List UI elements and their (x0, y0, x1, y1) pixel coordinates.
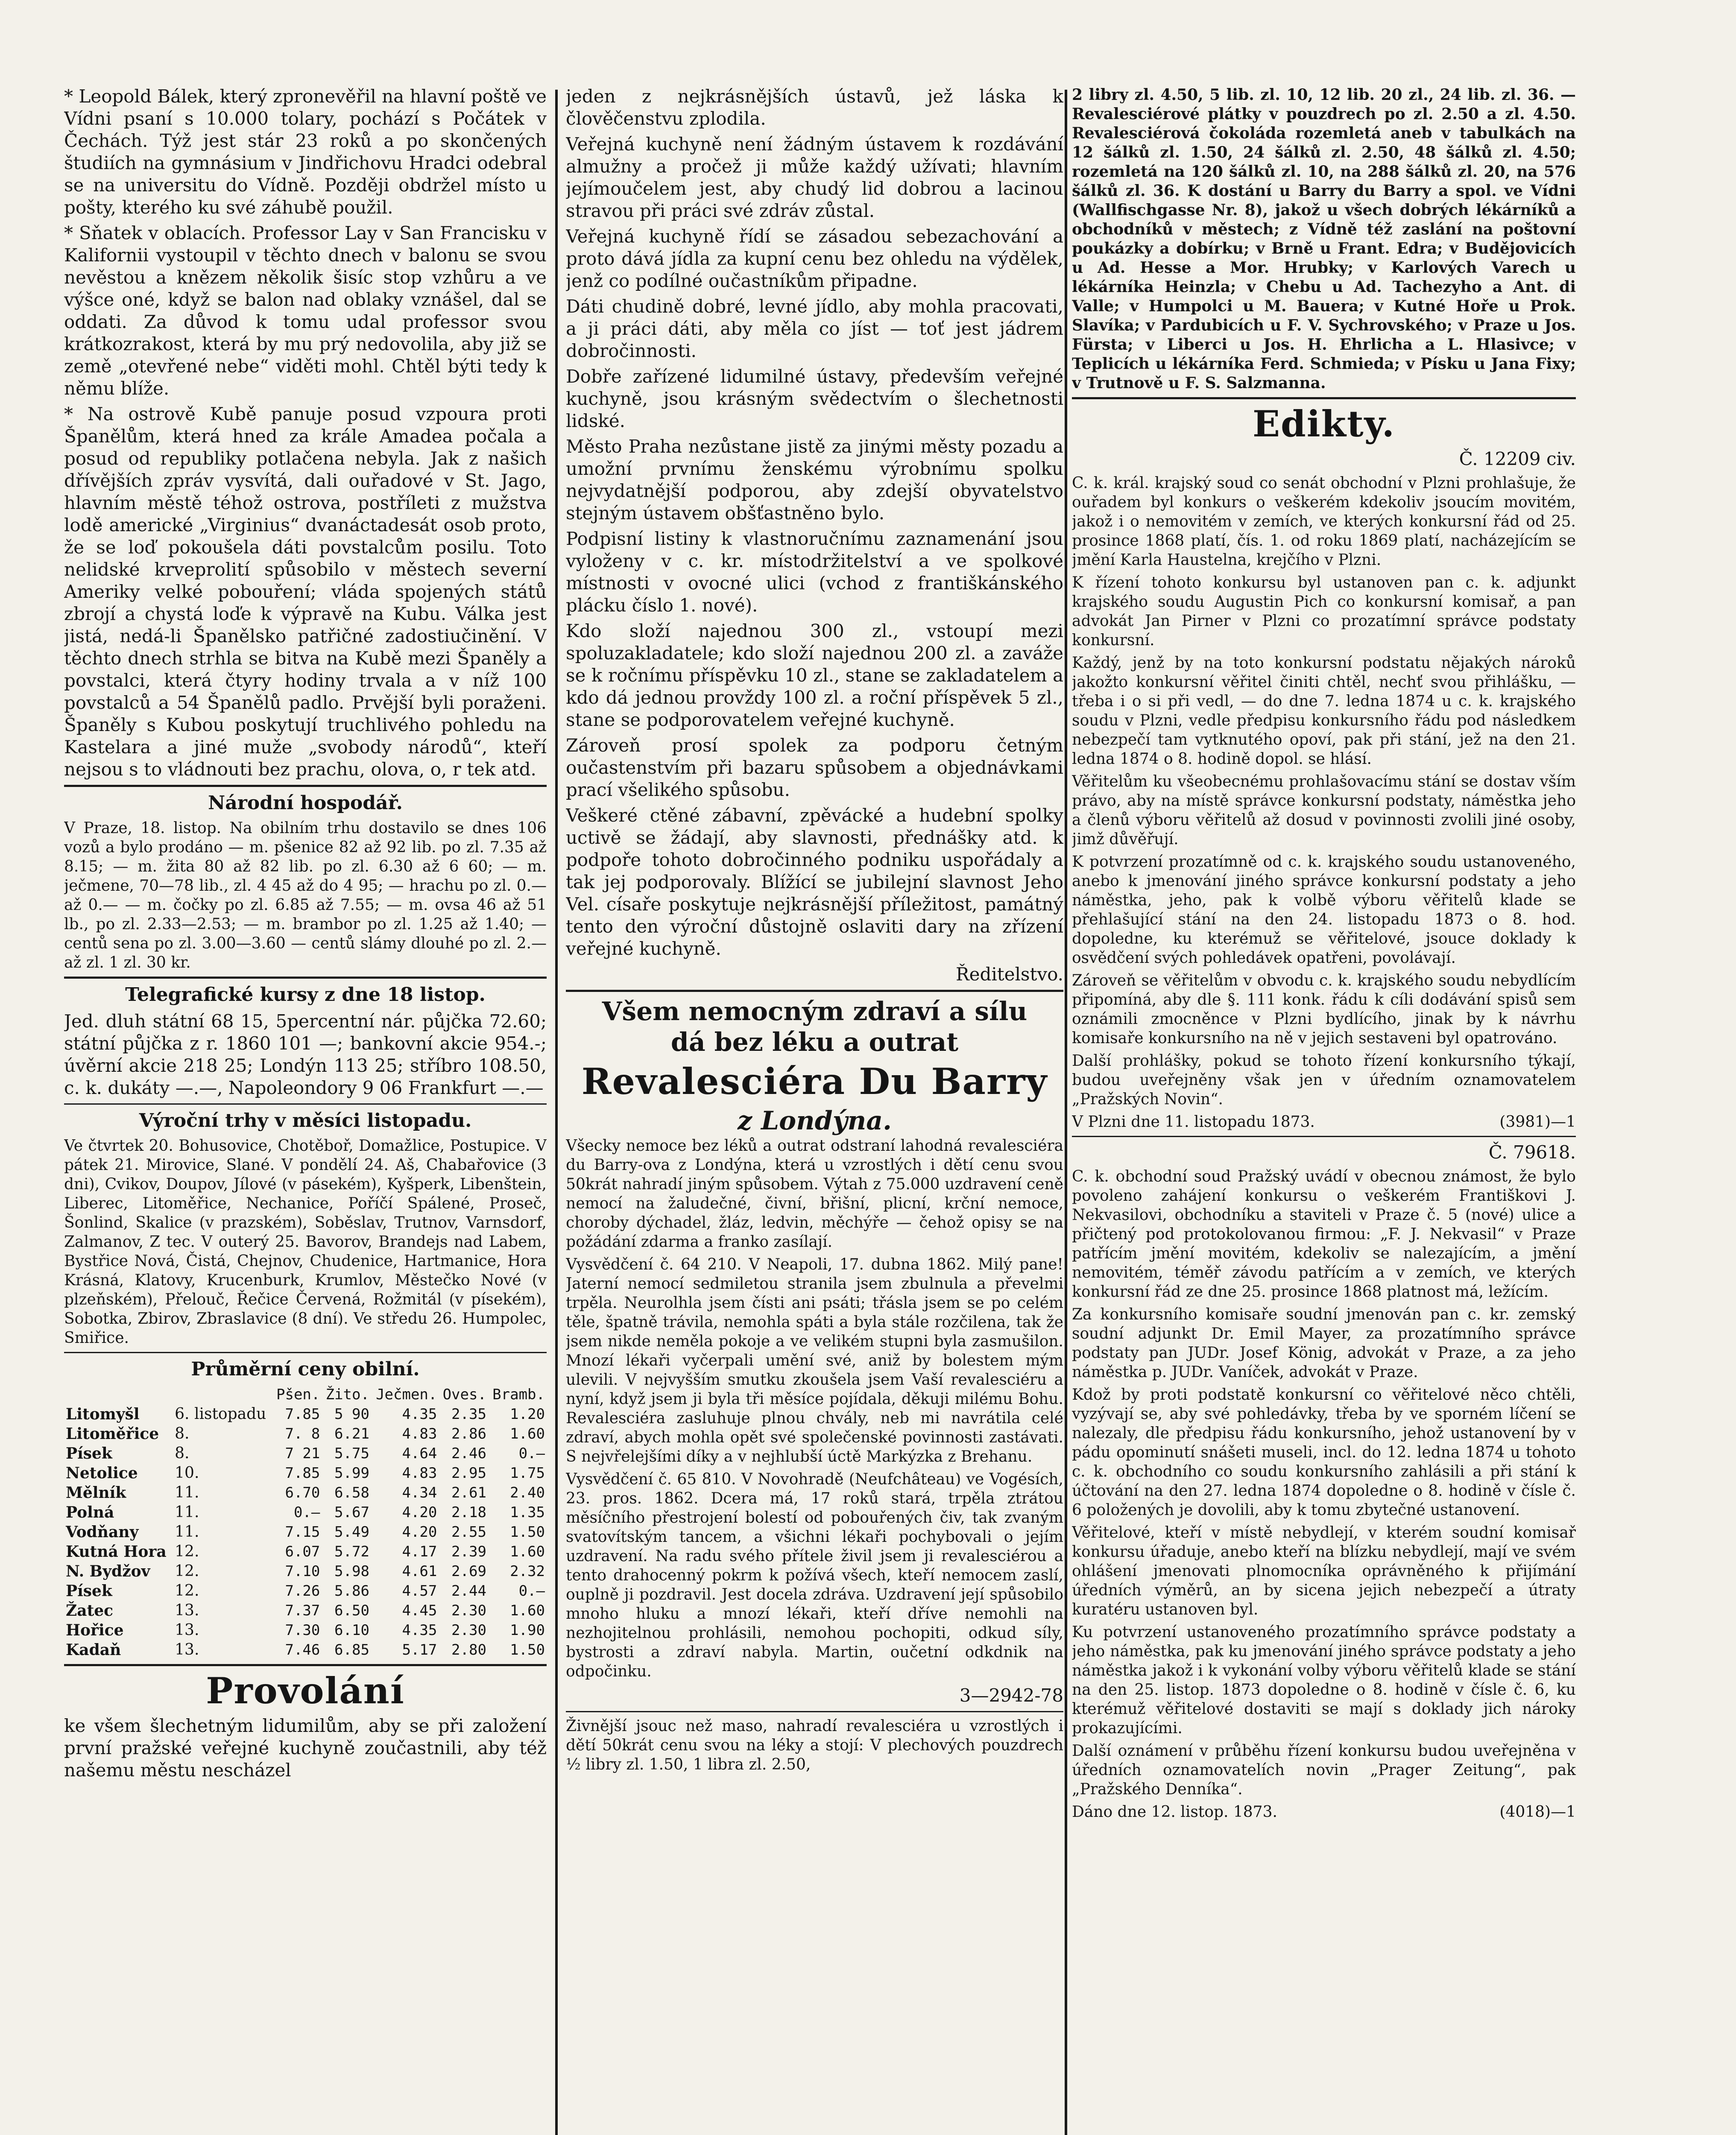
table-cell: Polná (66, 1503, 114, 1521)
table-header-row (64, 1385, 547, 1404)
table-cell: 5.67 (334, 1504, 369, 1521)
table-cell: 1.20 (510, 1406, 545, 1423)
divider (1072, 1136, 1576, 1137)
table-cell: 4.34 (402, 1484, 437, 1501)
divider (64, 785, 547, 787)
edict-paragraph: Kdož by proti podstatě konkursní co věřitelové něco chtěli, vyzývají se, aby své pohledávky, třeba by ve sporném líčení se nalezaly, dle předpisu řádu konkursního, jehož ustanovení by v pádu opominutí snášeti museli, incl. do 12. ledna 1874 u tohoto c. k. obchodního co soudu konkursního zahlásili a při stání k účtování na den 27. ledna 1874 dopoledne o 8. hodině v čísle č. 6 položených je dovolili, aby k tomu zbytečné ustanovení. (1072, 1386, 1576, 1519)
table-cell: 2.39 (451, 1543, 486, 1560)
kitchen-paragraph: Kdo složí najednou 300 zl., vstoupí mezi spoluzakladatele; kdo složí najednou 200 zl. a zaváže se k ročnímu příspěvku 10 zl., stane se zakladatelem a kdo dá jednou provždy 100 zl. a roční příspěvek 5 zl., stane se podporovatelem veřejné kuchyně. (566, 620, 1063, 730)
section-heading-market: Národní hospodář. (208, 792, 403, 814)
column-rule (1065, 90, 1067, 2135)
table-cell: Kutná Hora (66, 1543, 167, 1561)
table-cell: 2.44 (451, 1582, 486, 1600)
table-cell: 5.86 (334, 1582, 369, 1600)
table-cell: 1.35 (510, 1504, 545, 1521)
table-cell: 1.90 (510, 1622, 545, 1639)
divider (64, 1352, 547, 1353)
table-cell: 2.32 (510, 1563, 545, 1580)
edict-code: (3981)—1 (1499, 1113, 1576, 1131)
table-cell: 4.20 (402, 1504, 437, 1521)
table-header-cell: Oves. (442, 1386, 486, 1403)
kitchen-paragraph: Veškeré ctěné zábavní, zpěvácké a hudební spolky uctivě se žádají, aby slavnosti, přednášky atd. k podpoře tohoto dobročinného podniku uspořádaly a tak jej podporovaly. Blížící se jubilejní slavnost Jeho Vel. císaře poskytuje nejkrásnější příležitost, památný tento den výroční důstojně oslaviti dary na zřízení veřejné kuchyně. (566, 805, 1063, 959)
table-cell: N. Bydžov (66, 1562, 150, 1580)
kitchen-paragraph: Podpisní listiny k vlastnoručnímu zaznamenání jsou vyloženy v c. kr. místodržitelství a ve spolkové místnosti v ovocné ulici (vchod z františkánského plácku číslo 1. nové). (566, 528, 1063, 616)
table-cell: 6.85 (334, 1641, 369, 1658)
divider (64, 1664, 547, 1666)
edict-date-text: Dáno dne 12. listop. 1873. (1072, 1803, 1277, 1821)
table-row (64, 1581, 547, 1601)
table-cell: 5.49 (334, 1524, 369, 1541)
table-cell: 4.35 (402, 1406, 437, 1423)
table-cell: 7.30 (285, 1622, 320, 1639)
table-cell: 13. (175, 1621, 199, 1639)
news-item-cuba: * Na ostrově Kubě panuje posud vzpoura proti Španělům, která hned za krále Amadea počala a posud od republiky potlačena nebyla. Jak z našich dřívějších zpráv vysvítá, dali ouřadové v St. Jago, hlavním městě téhož ostrova, postříleti z mužstva lodě americké „Virginius“ dvanáctadesát osob proto, že se loď pokoušela dáti povstalcům posilu. Toto nelidské krveprolití spůsobilo v městech severní Ameriky velké pobouření; vláda spojených států zbrojí a chystá loďe k výpravě na Kubu. Válka jest jistá, nedá-li Španělsko patřičné zadostiučinění. V těchto dnech strhla se bitva na Kubě mezi Španěly a povstalci, která čtyry hodiny trvala a v níž 100 povstalců a 54 Španělů padlo. Prvější byli poraženi. Španěly s Kubou poskytují truchlivého pohledu na Kastelara a jiné muže „svobody národů“, kteří nejsou s to vládnouti bez prachu, olova, o, r tek atd. (64, 404, 547, 780)
telegraph-rates: Jed. dluh státní 68 15, 5percentní nár. půjčka 72.60; státní půjčka z r. 1860 101 —; bankovní akcie 954.-; úvěrní akcie 218 25; Londýn 113 25; stříbro 108.50, c. k. dukáty —.—, Napoleondory 9 06 Frankfurt —.— (64, 1011, 547, 1098)
table-cell: 5.98 (334, 1563, 369, 1580)
table-cell: 10. (175, 1464, 199, 1482)
ad-body: Všecky nemoce bez léků a outrat odstraní lahodná revalesciéra du Barry-ova z Londýna, která u vzrostlých i dětí cenu svou 50krát nahradí jiným spůsobem. Výtah z 75.000 uzdravení ceně nemocí na žaludečné, čivní, břišní, plicní, krční nemoce, choroby dýchadel, žláz, ledvin, měchýře — čehož opisy se na požádání zdarma a franko zasílají. (566, 1137, 1063, 1251)
section-heading-fairs: Výroční trhy v měsíci listopadu. (139, 1110, 472, 1132)
ad-subheadline: dá bez léku a outrat (670, 1027, 959, 1057)
edict-paragraph: Věřitelům ku všeobecnému prohlašovacímu stání se dostav vším právo, aby na místě správce konkursní podstaty, náměstka jeho a členů výboru věřitelů až dosud v povinnosti zvolili jiné osoby, jimž důvěřují. (1072, 773, 1576, 848)
table-cell: 1.50 (510, 1524, 545, 1541)
provolani-heading: Provolání (206, 1670, 405, 1712)
table-cell: Mělník (66, 1484, 126, 1502)
table-row (64, 1503, 547, 1522)
table-header-cell (173, 1385, 272, 1404)
table-cell: 7.26 (285, 1582, 320, 1600)
table-row (64, 1640, 547, 1660)
table-cell: 7.85 (285, 1406, 320, 1423)
table-cell: 11. (175, 1503, 199, 1521)
table-cell: 5.75 (334, 1445, 369, 1462)
table-cell: 0.— (518, 1445, 545, 1462)
edict-date-text: V Plzni dne 11. listopadu 1873. (1072, 1113, 1315, 1131)
ad-testimonial: Vysvědčení č. 65 810. V Novohradě (Neufchâteau) ve Vogésích, 23. pros. 1862. Dcera má, 17 roků stará, trpěla ztrátou měsíčního přestrojení bolestí od pobouřených čiv, tak zvaným svatovítským tancem, a všichni lékaři pochybovali o jejím uzdravení. Na radu svého přítele živil jsem ji revalesciérou a tento drahocenný pokrm k požívá všech, kteří nemocem zaslí, ouplně ji pozdravil. Jest docela zdráva. Uzdravení její spůsobilo mnoho hluku a mnozí lékaři, kteří dříve nemohli na nezhojitelnou prohlásili, nemohou pochopiti, odkud síly, bystrosti a zdraví nabyla. Martin, oučetní odkdnik na odpočinku. (566, 1471, 1063, 1680)
grain-price-rows (64, 1404, 547, 1660)
divider (1072, 397, 1576, 399)
kitchen-paragraph: Dobře zařízené lidumilné ústavy, především veřejné kuchyně, jsou krásným svědectvím o šlechetnosti lidské. (566, 366, 1063, 431)
table-cell: 4.83 (402, 1425, 437, 1442)
table-cell: 2.40 (510, 1484, 545, 1501)
column-right (1072, 85, 1576, 2135)
table-cell: 11. (175, 1484, 199, 1501)
column-middle (566, 85, 1063, 2135)
table-cell: 5.72 (334, 1543, 369, 1560)
edict-paragraph: K řízení tohoto konkursu byl ustanoven pan c. k. adjunkt krajského soudu Augustin Pich co konkursní komisař, a pan advokát Jan Pirner v Plzni co prozatímní správce podstaty konkursní. (1072, 574, 1576, 649)
table-cell: 1.50 (510, 1641, 545, 1658)
ad-code: 3—2942-78 (959, 1685, 1063, 1706)
edikty-heading: Edikty. (1252, 403, 1396, 445)
table-cell: 7.37 (285, 1602, 320, 1619)
table-cell: 2.18 (451, 1504, 486, 1521)
signature-directorate: Ředitelstvo. (955, 964, 1063, 985)
table-cell: 7.85 (285, 1465, 320, 1482)
news-item-balloon-wedding: * Sňatek v oblacích. Professor Lay v San Francisku v Kalifornii vystoupil v těchto dnech v balonu se svou nevěstou a knězem několik šisíc stop vzhůru a ve výšce oné, když se balon nad oblaky vznášel, dal se oddati. Za důvod k tomu udal professor svou krátkozrakost, která by mu prý nedovolila, aby již se země „otevřené nebe“ viděti mohl. Chtěl býti tedy k němu blíže. (64, 222, 547, 399)
ad-headline: Všem nemocným zdraví a sílu (602, 997, 1028, 1027)
table-cell: Litomyšl (66, 1405, 140, 1423)
edict-paragraph: K potvrzení prozatímně od c. k. krajského soudu ustanoveného, anebo k jmenování jiného správce konkursní podstaty a jeho náměstka, jeho, pak k volbě výboru věřitelů klade se přehlašující stání na den 24. listopadu 1873 o 8. hod. dopoledne, ku kterémuž se věřitelové, jsouce doklady k osvědčení svých pohledávek opatřeni, povolávají. (1072, 853, 1576, 967)
section-heading-prices: Průměrní ceny obilní. (191, 1358, 420, 1380)
kitchen-paragraph: Město Praha nezůstane jistě za jinými městy pozadu a umožní prvnímu ženskému výrobnímu spolku nejvydatnější podporou, aby zdejší obyvatelstvo stejným ústavem obšťastněno bylo. (566, 436, 1063, 524)
table-cell: Vodňany (66, 1523, 139, 1541)
table-cell: 5.17 (402, 1641, 437, 1658)
table-cell: 6.10 (334, 1622, 369, 1639)
edict-paragraph: Za konkursního komisaře soudní jmenován pan c. kr. zemský soudní adjunkt Dr. Emil Mayer, za prozatímního správce podstaty pan JUDr. Josef König, advokát v Praze, a za jeho náměstka p. JUDr. Vaníček, advokát v Praze. (1072, 1306, 1576, 1381)
edict-date (1072, 1112, 1576, 1132)
table-cell: 8. (175, 1445, 190, 1462)
edict-paragraph: Věřitelové, kteří v místě nebydlejí, v kterém soudní komisař konkursu úřaduje, anebo kteří na blízku nebydlejí, mají ve svém ohlášení jmenovati plnomocníka oprávněného k přijímání úředních výměrů, an by sicena jejich nebezpečí a útraty kuratéru ustanoven byl. (1072, 1524, 1576, 1618)
table-cell: Žatec (66, 1602, 114, 1620)
table-cell: Písek (66, 1582, 112, 1600)
table-cell: 6.21 (334, 1425, 369, 1442)
table-cell: 7.10 (285, 1563, 320, 1580)
table-cell: 2.80 (451, 1641, 486, 1658)
table-cell: 2.30 (451, 1622, 486, 1639)
table-row (64, 1463, 547, 1483)
table-header-cell: Žito. (325, 1386, 369, 1403)
ad-origin: z Londýna. (738, 1106, 892, 1136)
table-cell: 4.61 (402, 1563, 437, 1580)
kitchen-paragraph: jeden z nejkrásnějších ústavů, jež láska k člověčenstvu zplodila. (566, 86, 1063, 129)
ad-brand: Revalesciéra Du Barry (581, 1060, 1048, 1103)
table-header-cell: Pšen. (276, 1386, 320, 1403)
table-cell: 0.— (293, 1504, 320, 1521)
table-row (64, 1404, 547, 1424)
table-cell: Litoměřice (66, 1425, 159, 1443)
table-cell: 13. (175, 1641, 199, 1658)
divider (64, 977, 547, 979)
kitchen-paragraph: Veřejná kuchyně není žádným ústavem k rozdávání almužny a pročež ji může každý užívati; hlavním jejímoučelem jest, aby chudý lid dobrou a lacinou stravou při práci své zdráv zůstal. (566, 134, 1063, 221)
fairs-list: Ve čtvrtek 20. Bohusovice, Chotěboř, Domažlice, Postupice. V pátek 21. Mirovice, Slané. V pondělí 24. Aš, Chabařovice (3 dni), Cvikov, Doupov, Jílové (v pásekém), Kyšperk, Libenštein, Liberec, Litoměřice, Nechanice, Poříčí Spálené, Proseč, Šonlind, Skalice (v prazském), Soběslav, Trutnov, Varnsdorf, Zalmanov, Z tec. V outerý 25. Bavorov, Brandejs nad Labem, Bystřice Nová, Čistá, Chejnov, Chudenice, Hartmanice, Hora Krásná, Klatovy, Krucenburk, Krumlov, Městečko Nové (v plzeňském), Přelouč, Řečice Červená, Rožmitál (v písekém), Sobotka, Zbirov, Zbraslavice (8 dní). Ve středu 26. Humpolec, Smiřice. (64, 1137, 547, 1347)
divider (566, 1711, 1063, 1712)
table-cell: 4.20 (402, 1524, 437, 1541)
table-cell: 6.50 (334, 1602, 369, 1619)
edict-paragraph: Každý, jenž by na toto konkursní podstatu nějakých nároků jakožto konkursní věřitel činiti chtěl, nechť svou přihlášku, — třeba i o si při vedl, — do dne 7. ledna 1874 u c. k. krajského soudu v Plzni, vedle předpisu konkursního řádu pod následkem nebezpečí tam vytknutého opoví, pak při stání, jež na den 21. ledna 1874 o 8. hodině dopol. se hlásí. (1072, 654, 1576, 768)
table-cell: 2.61 (451, 1484, 486, 1501)
divider (64, 1103, 547, 1105)
table-cell: 12. (175, 1543, 199, 1560)
edict-paragraph: Další oznámení v průběhu řízení konkursu budou uveřejněna v úředních oznamovatelích novin „Prager Zeitung“, pak „Pražského Denníka“. (1072, 1742, 1576, 1798)
market-report: V Praze, 18. listop. Na obilním trhu dostavilo se dnes 106 vozů a bylo prodáno — m. pšenice 82 až 92 lib. po zl. 7.35 až 8.15; — m. žita 80 až 82 lib. po zl. 6.30 až 6 60; — m. ječmene, 70—78 lib., zl. 4 45 až do 4 95; — hrachu po zl. 0.— až 0.— — m. čočky po zl. 6.85 až 7.55; — m. ovsa 46 až 51 lb., po zl. 2.33—2.53; — m. brambor po zl. 1.25 až 1.40; — centů sena po zl. 3.00—3.60 — centů slámy dlouhé po zl. 2.— až zl. 1 zl. 30 kr. (64, 819, 547, 971)
table-cell: 4.83 (402, 1465, 437, 1482)
table-cell: 2.55 (451, 1524, 486, 1541)
table-row (64, 1542, 547, 1562)
table-header-cell: Ječmen. (376, 1386, 437, 1403)
table-cell: Písek (66, 1445, 112, 1462)
news-item-balek: * Leopold Bálek, který zpronevěřil na hlavní poště ve Vídni psaní s 10.000 tolary, pochází s Počátek v Čechách. Týž jest stár 23 roků a po skončených študiích na gymnásium v Jindřichovu Hradci odebral se na universitu do Vídně. Později obdržel místo u pošty, kterého ku své záhubě použil. (64, 86, 547, 218)
edict-date (1072, 1802, 1576, 1822)
table-row (64, 1601, 547, 1620)
edict-paragraph: Další prohlášky, pokud se tohoto řízení konkursního týkají, budou uveřejněny však jen v úředním oznamovatelem „Pražských Novin“. (1072, 1052, 1576, 1108)
ad-prices: Živnější jsouc než maso, nahradí revalesciéra u vzrostlých i dětí 50krát cenu svou na léky a stojí: V plechových pouzdrech ½ libry zl. 1.50, 1 libra zl. 2.50, (566, 1717, 1063, 1773)
table-cell: 2.35 (451, 1406, 486, 1423)
table-cell: 1.60 (510, 1425, 545, 1442)
table-cell: 4.64 (402, 1445, 437, 1462)
table-cell: 1.75 (510, 1465, 545, 1482)
table-cell: 6.70 (285, 1484, 320, 1501)
table-cell: 12. (175, 1582, 199, 1600)
table-row (64, 1424, 547, 1444)
table-cell: 2.30 (451, 1602, 486, 1619)
divider (566, 990, 1063, 992)
table-cell: 5.99 (334, 1465, 369, 1482)
table-cell: 2.86 (451, 1425, 486, 1442)
edict-paragraph: Ku potvrzení ustanoveného prozatímního správce podstaty a jeho náměstka, pak ku jmenování jiného správce podstaty a jeho náměstka jakož i k vykonání volby výboru věřitelů klade se stání na den 25. listop. 1873 dopoledne o 8. hodině v čísle č. 6, ku kterémuž věřitelové dostaviti se mají s doklady jich nároky prokazujícími. (1072, 1623, 1576, 1737)
section-heading-telegraph: Telegrafické kursy z dne 18 listop. (125, 984, 486, 1006)
table-cell: 4.57 (402, 1582, 437, 1600)
table-cell: 11. (175, 1523, 199, 1541)
table-cell: 7.46 (285, 1641, 320, 1658)
edict-number: Č. 12209 civ. (1459, 448, 1576, 469)
kitchen-paragraph: Veřejná kuchyně řídí se zásadou sebezachování a proto dává jídla za kupní cenu bez ohledu na výdělek, jenž co podílné oučastníkům připadne. (566, 226, 1063, 291)
table-row (64, 1483, 547, 1503)
kitchen-paragraph: Zároveň prosí spolek za podporu četným oučastenstvím při bazaru spůsobem a objednávkami prací všelikého spůsobu. (566, 735, 1063, 800)
table-cell: 7. 8 (285, 1425, 320, 1442)
table-cell: 2.95 (451, 1465, 486, 1482)
column-left (64, 85, 547, 2135)
table-cell: Kadaň (66, 1641, 121, 1659)
table-cell: 4.35 (402, 1622, 437, 1639)
table-cell: Hořice (66, 1621, 124, 1639)
table-cell: 13. (175, 1602, 199, 1619)
ad-testimonial: Vysvědčení č. 64 210. V Neapoli, 17. dubna 1862. Milý pane! Jaterní nemocí sedmiletou stranila jsem zbulnula a převelmi trpěla. Neurolhla jsem čísti ani psáti; třásla jsem se po celém těle, špatně trávila, nemohla spáti a byla stále rozčilena, tak že jsem nikde neměla pokoje a ve velikém stupni byla zasmušilon. Mnozí lékaři vyčerpali umění své, aniž by bolestem mým ulevili. V nejvyšším smutku zkoušela jsem Vaší revalesciéru a nyní, když jsem ji byla tři měsíce pojídala, děkuji milému Bohu. Revalesciéra zasluhuje plnou chvály, neb mi navrátila celé zdraví, abych mohla opět své společenské povinnosti zastávati. S nejvřelejšími díky a v nejhlubší úctě Markýzka z Brehanu. (566, 1256, 1063, 1465)
table-row (64, 1620, 547, 1640)
ad-continuation: 2 libry zl. 4.50, 5 lib. zl. 10, 12 lib. 20 zl., 24 lib. zl. 36. — Revalesciérové plátky v pouzdrech po zl. 2.50 a zl. 4.50. Revalesciérová čokoláda rozemletá aneb v tabulkách na 12 šálků zl. 1.50, 24 šálků zl. 2.50, 48 šálků zl. 4.50; rozemletá na 120 šálků zl. 10, na 288 šálků zl. 20, na 576 šálků zl. 36. K dostání u Barry du Barry a spol. ve Vídni (Wallfischgasse Nr. 8), jakož u všech dobrých lékárníků a obchodníků v městech; z Vídně též zaslání na poštovní poukázky a dobírku; v Brně u Frant. Edra; v Budějovicích u Ad. Hesse a Mor. Hrubky; v Karlových Varech u lékárníka Heinzla; v Chebu u Ad. Tachezyho a Ant. di Valle; v Humpolci u M. Bauera; v Kutné Hoře u Prok. Slavíka; v Pardubicích u F. V. Sychrovského; v Praze u Jos. Fürsta; v Liberci u Jos. H. Ehrlicha a L. Hlasivce; v Teplicích u lékárníka Ferd. Schmieda; v Písku u Jana Fixy; v Trutnově u F. S. Salzmanna. (1072, 86, 1576, 392)
table-row (64, 1562, 547, 1581)
table-cell: 2.46 (451, 1445, 486, 1462)
table-cell: Netolice (66, 1464, 138, 1482)
table-cell: 4.45 (402, 1602, 437, 1619)
table-cell: 1.60 (510, 1602, 545, 1619)
edict-code: (4018)—1 (1499, 1803, 1576, 1821)
table-header-cell: Bramb. (492, 1386, 545, 1403)
table-cell: 8. (175, 1425, 190, 1442)
table-header-cell (64, 1385, 173, 1404)
table-cell: 5 90 (334, 1406, 369, 1423)
table-cell: 1.60 (510, 1543, 545, 1560)
table-cell: 4.17 (402, 1543, 437, 1560)
table-cell: 7.15 (285, 1524, 320, 1541)
table-row (64, 1444, 547, 1463)
table-cell: 0.— (518, 1582, 545, 1600)
edict-paragraph: Zároveň se věřitelům v obvodu c. k. krajského soudu nebydlícím připomíná, aby dle §. 111 konk. řádu k cíli dodávání spisů sem oznámili zmocněnce v Plzni bydlícího, jinak by k návrhu komisaře konkursního na ně v jejich sestaveni byl opatrováno. (1072, 972, 1576, 1047)
table-row (64, 1522, 547, 1542)
provolani-text: ke všem šlechetným lidumilům, aby se při založení první pražské veřejné kuchyně zoučastnili, aby též našemu městu nescházel (64, 1715, 547, 1781)
table-cell: 7 21 (285, 1445, 320, 1462)
table-cell: 6.58 (334, 1484, 369, 1501)
table-cell: 6. listopadu (175, 1405, 266, 1423)
edict-paragraph: C. k. obchodní soud Pražský uvádí v obecnou známost, že bylo povoleno zahájení konkursu o veškerém Františkovi J. Nekvasilovi, obchodníku a staviteli v Praze č. 5 (nové) ulice a přičtený pod protokolovanou firmou: „F. J. Nekvasil“ v Praze patřícím jmění movitém, kdekoliv se nalezajícím, a jmění nemovitém, téměř závodu patřícím a v zemích, ve kterých konkursní řád ze dne 25. prosince 1868 platnost má, ležícím. (1072, 1168, 1576, 1301)
grain-price-table (64, 1385, 547, 1660)
kitchen-paragraph: Dáti chudině dobré, levné jídlo, aby mohla pracovati, a ji práci dáti, aby měla co jíst — toť jest jádrem dobročinnosti. (566, 296, 1063, 361)
table-cell: 2.69 (451, 1563, 486, 1580)
edict-number: Č. 79618. (1488, 1142, 1576, 1163)
edict-paragraph: C. k. král. krajský soud co senát obchodní v Plzni prohlašuje, že ouřadem byl konkurs o veškerém kdekoliv jsoucím movitém, jakož i o nemovitém v zemích, ve kterých konkursní řád od 25. prosince 1868 platí, čís. 1. od roku 1869 platí, nacházejícím se jmění Karla Haustelna, krejčího v Plzni. (1072, 474, 1576, 569)
table-cell: 12. (175, 1562, 199, 1580)
column-rule (555, 90, 558, 2135)
table-cell: 6.07 (285, 1543, 320, 1560)
